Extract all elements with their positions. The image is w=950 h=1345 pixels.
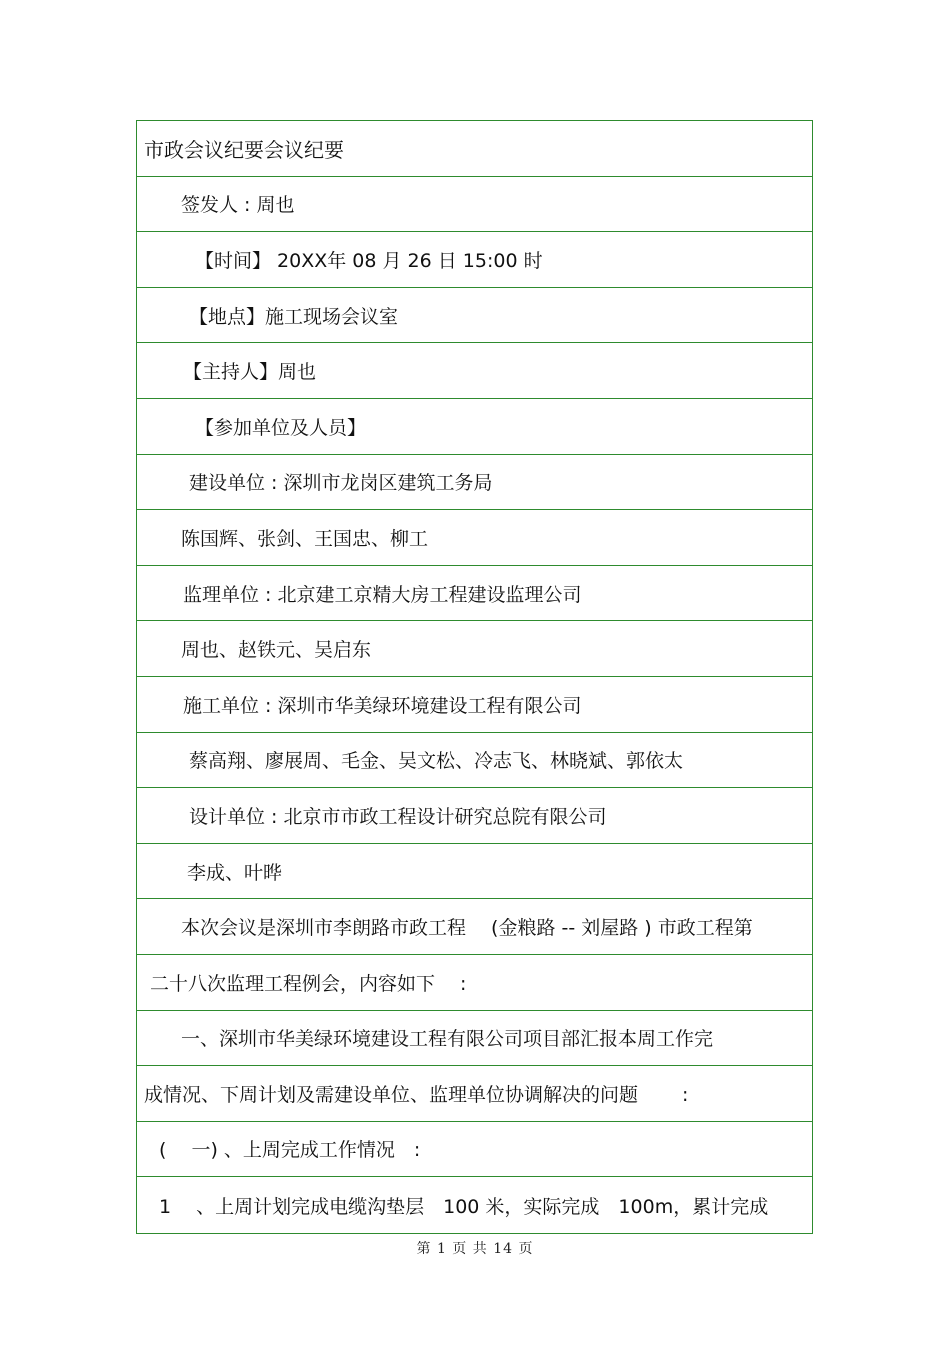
location-text: 【地点】施工现场会议室 (189, 305, 399, 328)
row-body-3 (137, 1011, 812, 1067)
body-text-6: 1 、上周计划完成电缆沟垫层 100 米，实际完成 100m，累计完成 (159, 1195, 769, 1218)
body-text-4: 成情况、下周计划及需建设单位、监理单位协调解决的问题 : (144, 1083, 689, 1106)
supervision-people-text: 周也、赵铁元、吴启东 (181, 639, 372, 662)
row-attendees-heading (137, 399, 812, 455)
row-design-unit (137, 788, 812, 844)
contractor-unit-text: 施工单位 : 深圳市华美绿环境建设工程有限公司 (183, 694, 582, 717)
contractor-people-text: 蔡高翔、廖展周、毛金、吴文松、冷志飞、林晓斌、郭依太 (189, 750, 684, 773)
row-body-1 (137, 899, 812, 955)
time-text: 【时间】 20XX年 08 月 26 日 15:00 时 (195, 249, 543, 272)
construction-people-text: 陈国辉、张剑、王国忠、柳工 (181, 527, 429, 550)
row-construction-people (137, 510, 812, 566)
row-body-5 (137, 1122, 812, 1178)
attendees-heading-text: 【参加单位及人员】 (195, 416, 367, 439)
host-text: 【主持人】周也 (183, 361, 317, 384)
row-design-people (137, 844, 812, 900)
title-text: 市政会议纪要会议纪要 (144, 137, 344, 162)
issuer-text: 签发人 : 周也 (181, 194, 295, 217)
row-supervision-unit (137, 566, 812, 622)
row-supervision-people (137, 621, 812, 677)
row-issuer (137, 177, 812, 233)
row-construction-unit (137, 455, 812, 511)
design-people-text: 李成、叶晔 (187, 861, 283, 884)
page-footer: 第 1 页 共 14 页 (416, 1241, 534, 1257)
row-host (137, 343, 812, 399)
body-text-3: 一、深圳市华美绿环境建设工程有限公司项目部汇报本周工作完 (181, 1028, 714, 1051)
body-text-2: 二十八次监理工程例会，内容如下 : (150, 972, 467, 995)
row-body-4 (137, 1066, 812, 1122)
body-text-5: ( 一) 、上周完成工作情况 : (159, 1139, 421, 1162)
row-time (137, 232, 812, 288)
body-text-1: 本次会议是深圳市李朗路市政工程 (金粮路 -- 刘屋路 ) 市政工程第 (181, 917, 753, 940)
supervision-unit-text: 监理单位 : 北京建工京精大房工程建设监理公司 (183, 583, 582, 606)
row-body-6 (137, 1177, 812, 1233)
row-contractor-unit (137, 677, 812, 733)
design-unit-text: 设计单位 : 北京市市政工程设计研究总院有限公司 (189, 805, 607, 828)
row-body-2 (137, 955, 812, 1011)
minutes-table (136, 120, 813, 1234)
construction-unit-text: 建设单位 : 深圳市龙岗区建筑工务局 (189, 472, 493, 495)
row-contractor-people (137, 733, 812, 789)
row-location (137, 288, 812, 344)
row-title (137, 121, 812, 177)
